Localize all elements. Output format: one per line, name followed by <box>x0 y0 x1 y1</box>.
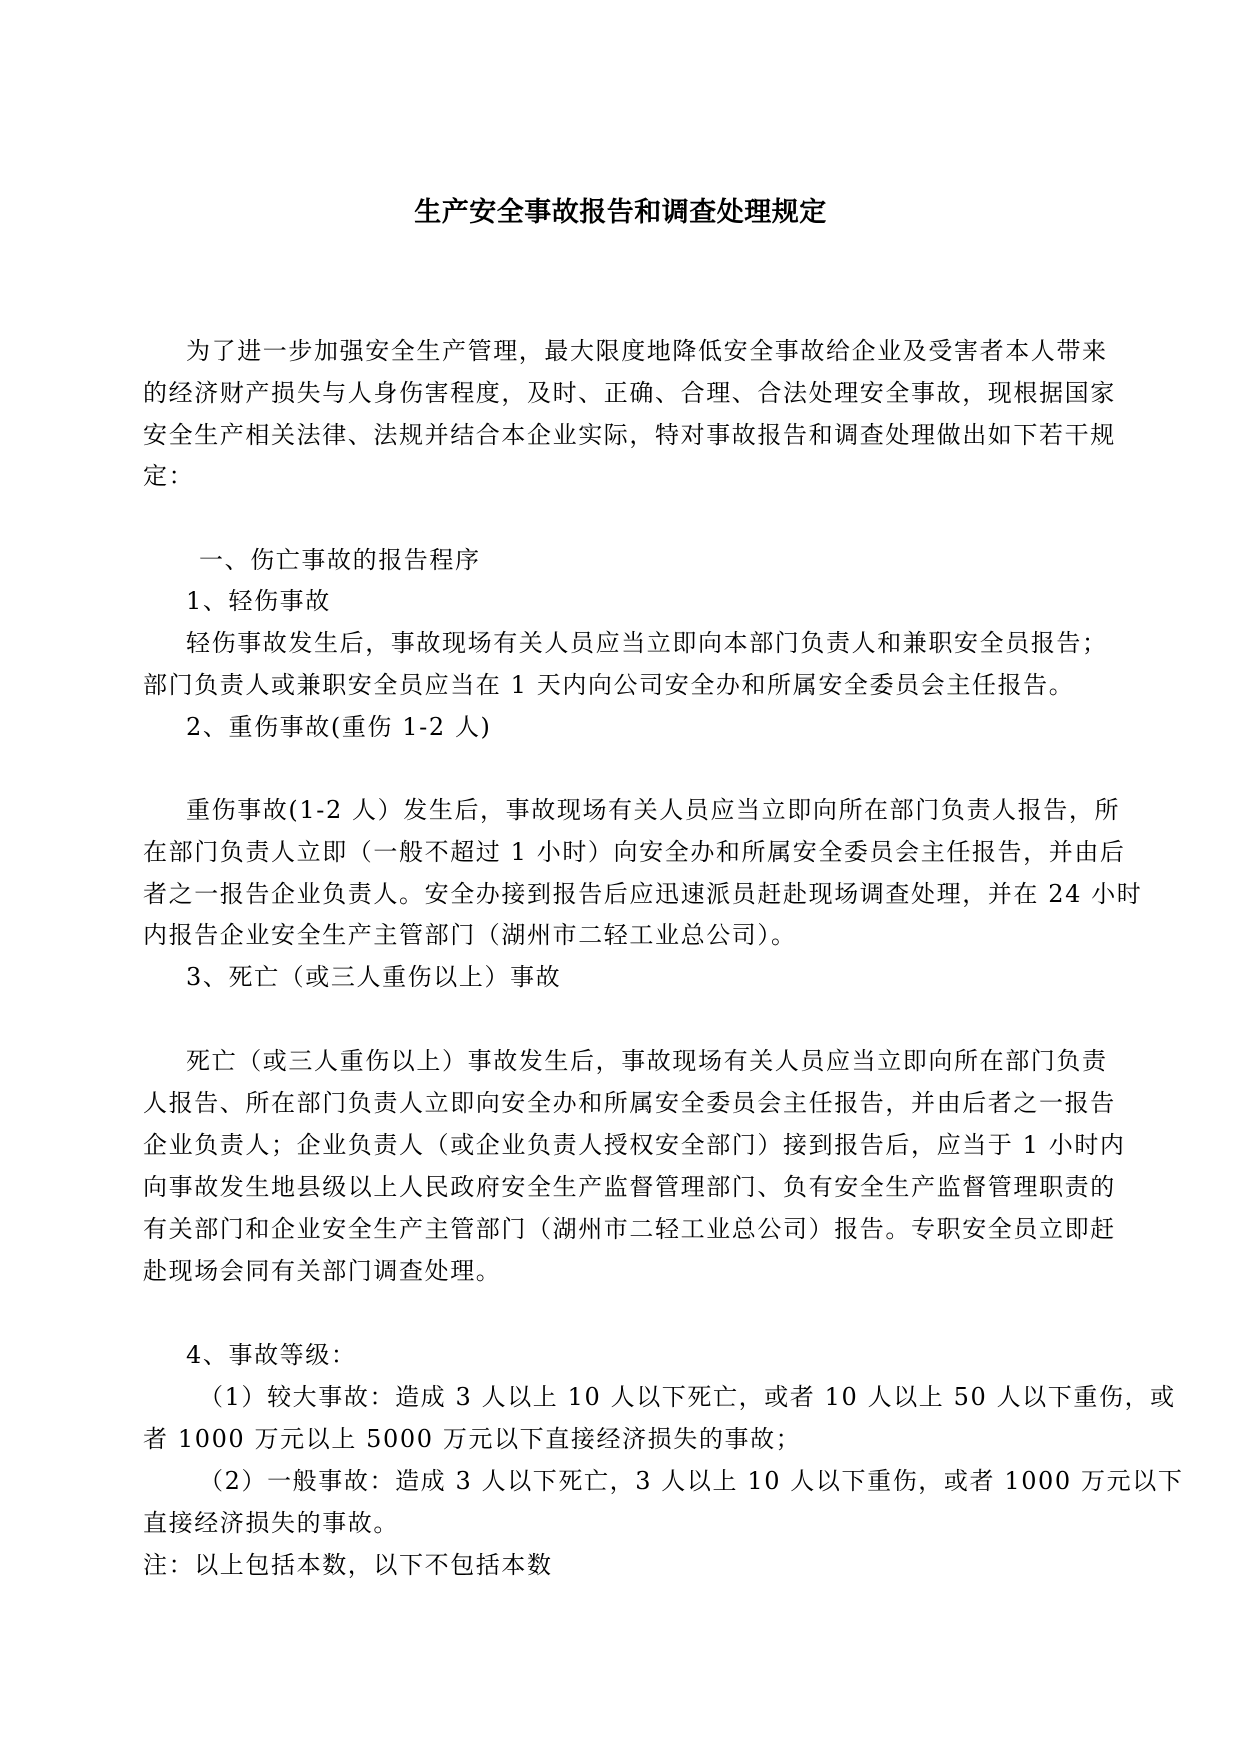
paragraph-line: 赴现场会同有关部门调查处理。 <box>143 1257 502 1285</box>
note-line: 注：以上包括本数，以下不包括本数 <box>143 1551 553 1579</box>
paragraph-line: 内报告企业安全生产主管部门（湖州市二轻工业总公司）。 <box>143 921 797 949</box>
list-item: （1）较大事故：造成 3 人以上 10 人以下死亡，或者 10 人以上 50 人以下重伤，或 <box>199 1383 1176 1411</box>
document-title: 生产安全事故报告和调查处理规定 <box>414 197 827 228</box>
list-item-continuation: 者 1000 万元以上 5000 万元以下直接经济损失的事故； <box>143 1425 802 1453</box>
subsection-heading: 1、轻伤事故 <box>186 587 331 615</box>
paragraph-line: 的经济财产损失与人身伤害程度，及时、正确、合理、合法处理安全事故，现根据国家 <box>143 379 1116 407</box>
list-item: （2）一般事故：造成 3 人以下死亡，3 人以上 10 人以下重伤，或者 1000 万元以下 <box>199 1467 1184 1495</box>
subsection-heading: 2、重伤事故(重伤 1-2 人) <box>186 713 492 741</box>
paragraph-line: 安全生产相关法律、法规并结合本企业实际，特对事故报告和调查处理做出如下若干规 <box>143 421 1116 449</box>
paragraph-line: 定： <box>143 462 195 490</box>
paragraph-line: 有关部门和企业安全生产主管部门（湖州市二轻工业总公司）报告。专职安全员立即赶 <box>143 1215 1116 1243</box>
paragraph-line: 死亡（或三人重伤以上）事故发生后，事故现场有关人员应当立即向所在部门负责 <box>186 1047 1108 1075</box>
subsection-heading: 3、死亡（或三人重伤以上）事故 <box>186 963 562 991</box>
paragraph-line: 者之一报告企业负责人。安全办接到报告后应迅速派员赶赴现场调查处理，并在 24 小时 <box>143 880 1143 908</box>
section-heading: 一、伤亡事故的报告程序 <box>199 546 481 574</box>
paragraph-line: 企业负责人；企业负责人（或企业负责人授权安全部门）接到报告后，应当于 1 小时内 <box>143 1131 1126 1159</box>
subsection-heading: 4、事故等级： <box>186 1341 357 1369</box>
paragraph-line: 为了进一步加强安全生产管理，最大限度地降低安全事故给企业及受害者本人带来 <box>186 337 1108 365</box>
paragraph-line: 轻伤事故发生后，事故现场有关人员应当立即向本部门负责人和兼职安全员报告； <box>186 629 1108 657</box>
paragraph-line: 在部门负责人立即（一般不超过 1 小时）向安全办和所属安全委员会主任报告，并由后 <box>143 838 1126 866</box>
list-item-continuation: 直接经济损失的事故。 <box>143 1509 399 1537</box>
paragraph-line: 人报告、所在部门负责人立即向安全办和所属安全委员会主任报告，并由后者之一报告 <box>143 1089 1116 1117</box>
paragraph-line: 部门负责人或兼职安全员应当在 1 天内向公司安全办和所属安全委员会主任报告。 <box>143 671 1075 699</box>
paragraph-line: 重伤事故(1-2 人）发生后，事故现场有关人员应当立即向所在部门负责人报告，所 <box>186 796 1121 824</box>
paragraph-line: 向事故发生地县级以上人民政府安全生产监督管理部门、负有安全生产监督管理职责的 <box>143 1173 1116 1201</box>
